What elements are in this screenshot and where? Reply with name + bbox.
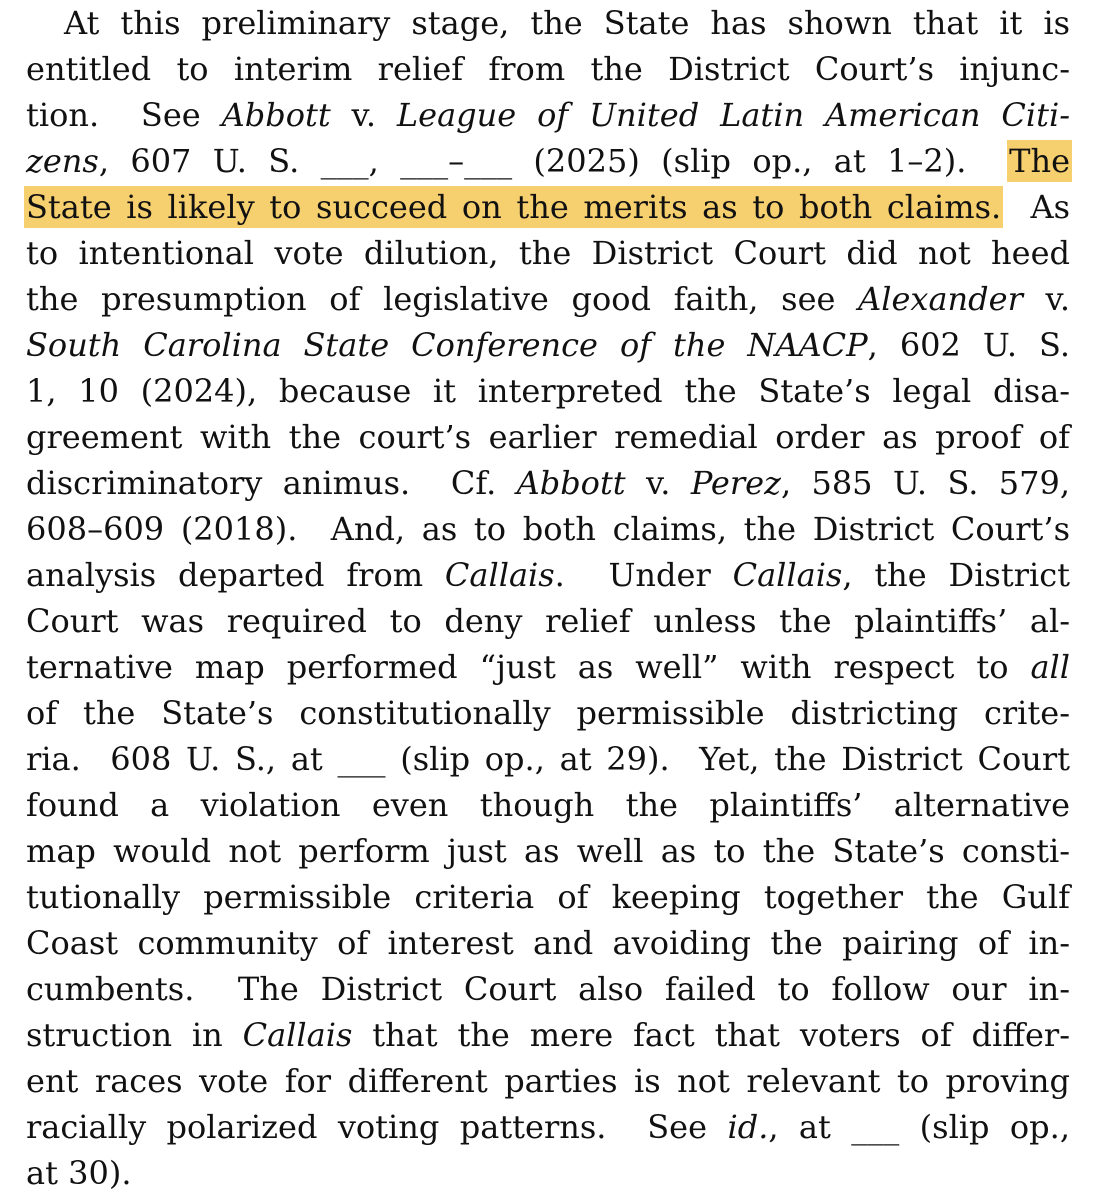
text-line [26, 598, 1070, 644]
text-segment: to intentional vote dilution, the District Court did not heed [26, 234, 1070, 272]
text-segment: map would not perform just as well as to the State’s consti- [26, 832, 1070, 870]
italic-citation: Callais [242, 1016, 353, 1054]
text-line [26, 368, 1070, 414]
text-segment: struction in [26, 1016, 243, 1054]
text-segment: discriminatory animus. Cf. [26, 464, 517, 502]
text-segment: , 585 U. S. 579, [780, 464, 1070, 502]
text-segment: cumbents. The District Court also failed to follow our in- [26, 970, 1070, 1008]
text-line [26, 276, 1070, 322]
text-line [26, 0, 1070, 46]
text-segment: 1, 10 (2024), because it interpreted the State’s legal disa- [26, 372, 1070, 410]
italic-citation: Abbott [221, 96, 331, 134]
text-line [26, 506, 1070, 552]
italic-citation: League of United Latin American Citi- [396, 96, 1071, 134]
text-line [26, 1012, 1070, 1058]
text-line [26, 184, 1070, 230]
text-segment: At this preliminary stage, the State has shown that it is [64, 4, 1070, 42]
text-segment: tutionally permissible criteria of keeping together the Gulf [26, 878, 1070, 916]
text-line [26, 92, 1070, 138]
text-line [26, 782, 1070, 828]
text-segment: v. [330, 96, 397, 134]
text-line [26, 552, 1070, 598]
text-segment: As [1001, 188, 1071, 226]
text-line [26, 920, 1070, 966]
text-segment: 608–609 (2018). And, as to both claims, the District Court’s [26, 510, 1070, 548]
highlighted-text: State is likely to succeed on the merits as to both claims. [26, 188, 1002, 226]
text-line [26, 230, 1070, 276]
text-segment: . Under [554, 556, 733, 594]
italic-citation: id. [727, 1108, 769, 1146]
text-segment: , 607 U. S. ___, ___–___ (2025) (slip op., at 1–2). [98, 142, 1010, 180]
text-segment: found a violation even though the plaintiffs’ alternative [26, 786, 1070, 824]
text-line [26, 322, 1070, 368]
text-segment: racially polarized voting patterns. See [26, 1108, 728, 1146]
text-segment: , 602 U. S. [867, 326, 1071, 364]
text-segment: ent races vote for different parties is not relevant to proving [26, 1062, 1070, 1100]
text-line [26, 460, 1070, 506]
italic-citation: Abbott [516, 464, 626, 502]
text-segment: ria. 608 U. S., at ___ (slip op., at 29). Yet, the District Court [26, 740, 1070, 778]
text-line [26, 414, 1070, 460]
text-line [26, 46, 1070, 92]
text-segment: the presumption of legislative good faith, see [26, 280, 859, 318]
text-segment: greement with the court’s earlier remedial order as proof of [26, 418, 1070, 456]
italic-citation: Alexander [858, 280, 1023, 318]
text-segment: that the mere fact that voters of differ- [352, 1016, 1071, 1054]
text-segment: Coast community of interest and avoiding the pairing of in- [26, 924, 1070, 962]
text-segment: v. [1022, 280, 1071, 318]
text-segment: tion. See [26, 96, 222, 134]
italic-citation: South Carolina State Conference of the NAACP [26, 326, 868, 364]
italic-citation: Callais [732, 556, 843, 594]
text-segment: at 30). [26, 1154, 132, 1192]
text-segment: , at ___ (slip op., [768, 1108, 1071, 1146]
text-segment: analysis departed from [26, 556, 445, 594]
text-segment: entitled to interim relief from the District Court’s injunc- [26, 50, 1070, 88]
text-line [26, 828, 1070, 874]
text-line [26, 966, 1070, 1012]
text-segment: , the District [842, 556, 1071, 594]
text-segment: ternative map performed “just as well” with respect to [26, 648, 1031, 686]
text-segment: of the State’s constitutionally permissible districting crite- [26, 694, 1070, 732]
italic-citation: Perez [690, 464, 781, 502]
text-line [26, 1104, 1070, 1150]
text-line [26, 690, 1070, 736]
text-line [26, 736, 1070, 782]
italic-citation: all [1030, 648, 1070, 686]
text-line [26, 874, 1070, 920]
text-line [26, 1058, 1070, 1104]
italic-citation: zens [26, 142, 99, 180]
text-segment: Court was required to deny relief unless the plaintiffs’ al- [26, 602, 1070, 640]
text-line [26, 1150, 1070, 1196]
text-segment: v. [625, 464, 691, 502]
italic-citation: Callais [444, 556, 555, 594]
highlighted-text: The [1009, 142, 1070, 180]
text-line [26, 644, 1070, 690]
text-line [26, 138, 1070, 184]
